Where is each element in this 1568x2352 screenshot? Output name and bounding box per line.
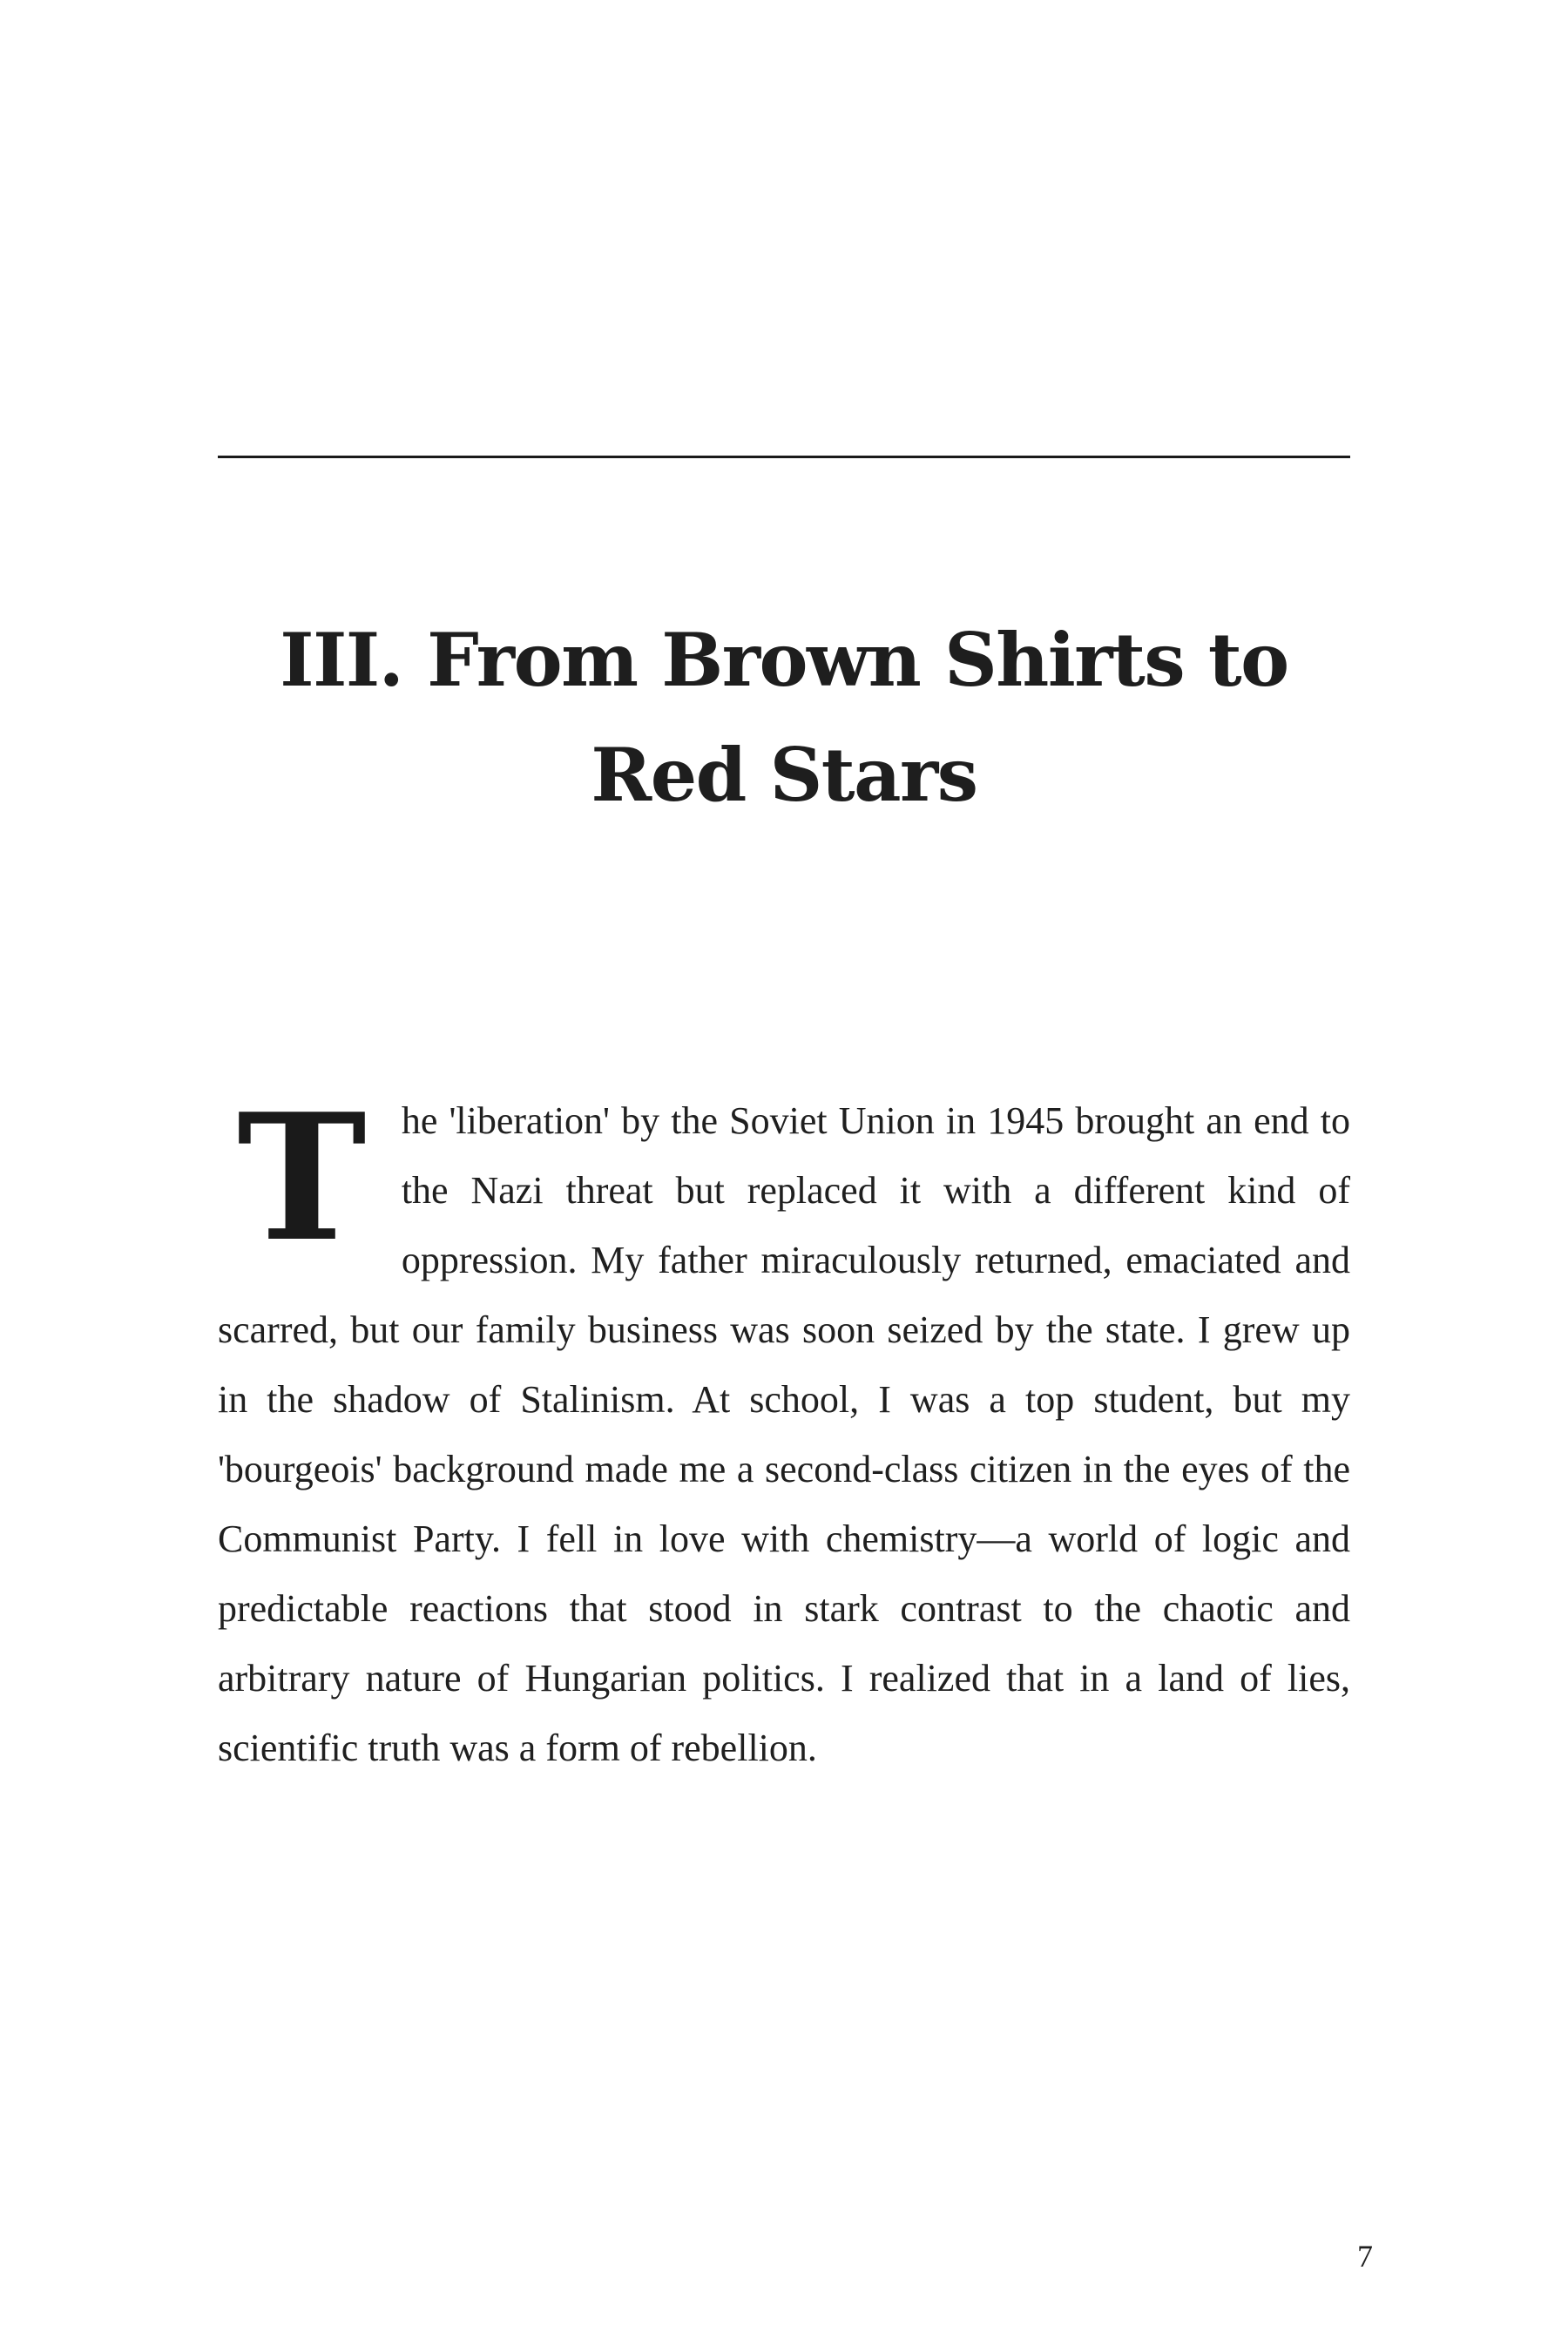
drop-cap: T — [237, 1076, 367, 1281]
page-number: 7 — [1357, 2239, 1373, 2274]
chapter-title: III. From Brown Shirts to Red Stars — [280, 617, 1288, 818]
chapter-rule — [218, 456, 1350, 458]
body-paragraph — [218, 1076, 1350, 1783]
body-paragraph-text: he 'liberation' by the Soviet Union in 1945 brought an end to the Nazi threat but replaced it with a different kind of oppression. My father miraculously returned, emaciated and scarred, but our family business was soon seized by the state. I grew up in the shadow of Stalinism. At school, I was a top student, but my 'bourgeois' background made me a second-class citizen in the eyes of the Communist Party. I fell in love with chemistry—a world of logic and predictable reactions that stood in stark contrast to the chaotic and arbitrary nature of Hungarian politics. I realized that in a land of lies, scientific truth was a form of rebellion. — [218, 1099, 1350, 1769]
